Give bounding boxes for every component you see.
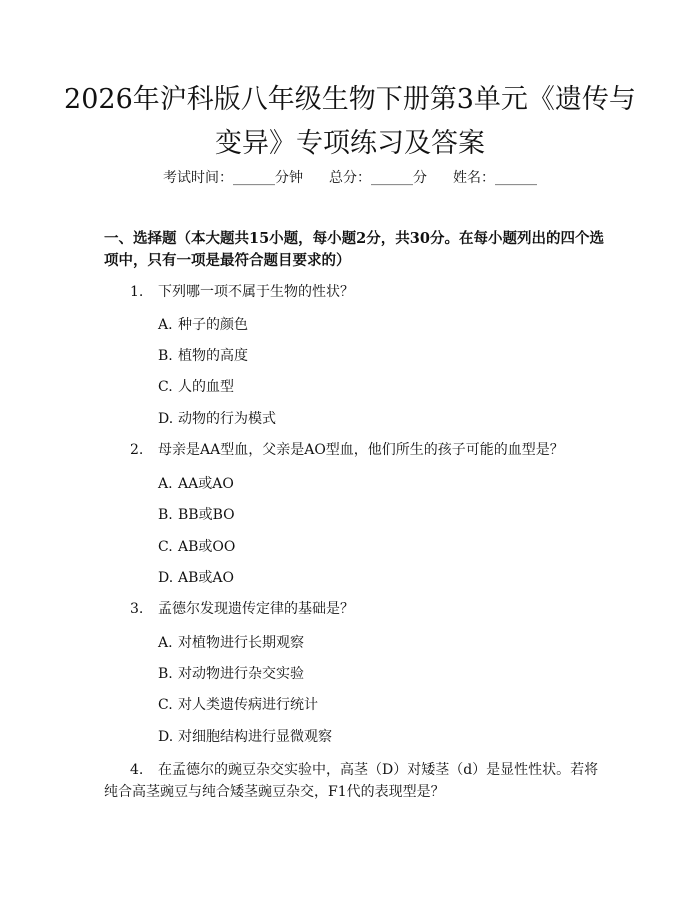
question-3-option-c bbox=[158, 695, 318, 715]
option-letter: D. bbox=[158, 729, 174, 745]
question-number: 1. bbox=[130, 284, 144, 300]
option-text: 对植物进行长期观察 bbox=[178, 635, 304, 651]
question-1-option-b bbox=[158, 346, 248, 366]
option-text: BB或BO bbox=[178, 507, 235, 523]
question-number: 3. bbox=[130, 601, 144, 617]
option-text: 对人类遗传病进行统计 bbox=[178, 697, 318, 713]
question-1 bbox=[130, 281, 600, 303]
option-letter: B. bbox=[158, 666, 173, 682]
question-2-option-a bbox=[158, 474, 234, 494]
option-text: 对细胞结构进行显微观察 bbox=[178, 729, 332, 745]
question-number: 4. bbox=[130, 762, 144, 778]
question-2-option-c bbox=[158, 537, 235, 557]
option-text: AB或OO bbox=[178, 539, 236, 555]
option-letter: A. bbox=[158, 317, 173, 333]
exam-info-line bbox=[0, 168, 700, 188]
question-text: 在孟德尔的豌豆杂交实验中，高茎（D）对矮茎（d）是显性性状。若将纯合高茎豌豆与纯合矮茎豌豆杂交，F1代的表现型是？ bbox=[104, 762, 599, 800]
option-letter: A. bbox=[158, 476, 173, 492]
option-letter: C. bbox=[158, 379, 173, 395]
option-text: 种子的颜色 bbox=[178, 317, 248, 333]
question-number: 2. bbox=[130, 442, 144, 458]
question-2-option-d bbox=[158, 568, 234, 588]
option-letter: D. bbox=[158, 570, 174, 586]
total-score-label: 总分：______分 bbox=[329, 170, 427, 186]
question-text: 母亲是AA型血，父亲是AO型血，他们所生的孩子可能的血型是？ bbox=[158, 442, 564, 458]
option-letter: D. bbox=[158, 411, 174, 427]
option-letter: B. bbox=[158, 507, 173, 523]
question-text: 下列哪一项不属于生物的性状？ bbox=[158, 284, 354, 300]
question-3-option-d bbox=[158, 727, 332, 747]
question-3-option-a bbox=[158, 633, 304, 653]
question-3 bbox=[130, 598, 600, 620]
option-text: 植物的高度 bbox=[178, 348, 248, 364]
question-1-option-a bbox=[158, 315, 248, 335]
question-2 bbox=[130, 439, 600, 461]
question-2-option-b bbox=[158, 505, 235, 525]
question-3-option-b bbox=[158, 664, 304, 684]
question-4 bbox=[104, 759, 604, 803]
question-text: 孟德尔发现遗传定律的基础是？ bbox=[158, 601, 354, 617]
option-letter: C. bbox=[158, 539, 173, 555]
question-1-option-d bbox=[158, 409, 276, 429]
option-text: 动物的行为模式 bbox=[178, 411, 276, 427]
exam-time-label: 考试时间：______分钟 bbox=[163, 170, 303, 186]
option-text: AB或AO bbox=[178, 570, 234, 586]
option-text: 人的血型 bbox=[178, 379, 234, 395]
document-title: 2026年沪科版八年级生物下册第3单元《遗传与变异》专项练习及答案 bbox=[64, 84, 636, 159]
option-letter: C. bbox=[158, 697, 173, 713]
option-letter: A. bbox=[158, 635, 173, 651]
section-heading-multiple-choice: 一、选择题（本大题共15小题，每小题2分，共30分。在每小题列出的四个选项中，只有一项是最符合题目要求的） bbox=[104, 230, 604, 269]
option-letter: B. bbox=[158, 348, 173, 364]
option-text: 对动物进行杂交实验 bbox=[178, 666, 304, 682]
student-name-label: 姓名：______ bbox=[453, 170, 537, 186]
question-1-option-c bbox=[158, 377, 234, 397]
option-text: AA或AO bbox=[178, 476, 234, 492]
